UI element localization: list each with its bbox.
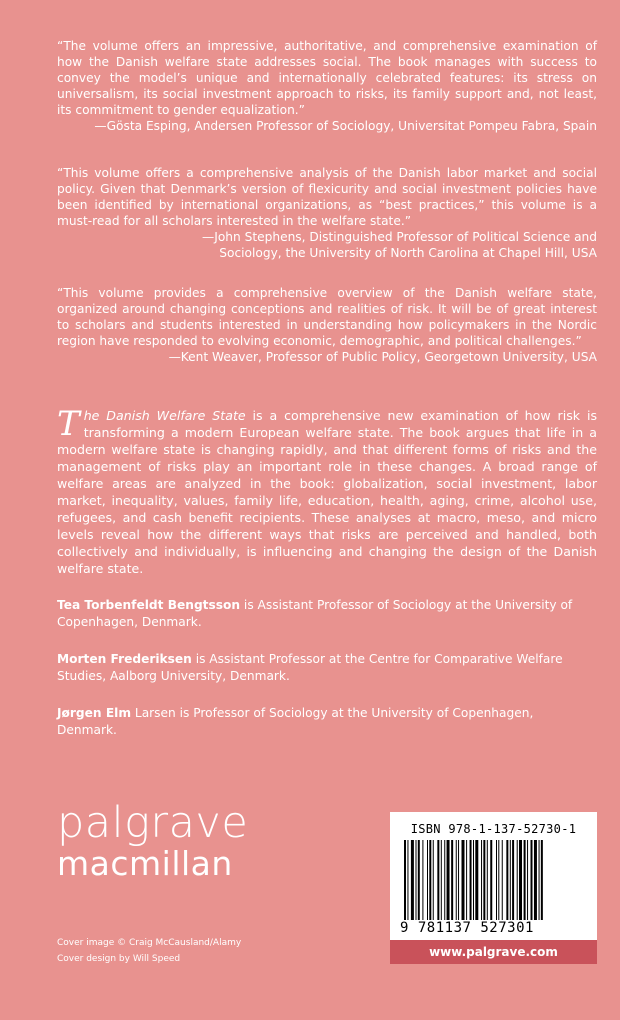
barcode-bar [404,840,406,920]
barcode-bar [462,840,465,920]
barcode-bar [456,840,457,920]
author-bio-text: Larsen is Professor of Sociology at the University of Copenhagen, Denmark. [57,706,534,737]
barcode-bar [470,840,472,920]
book-description [57,404,598,577]
cover-credits [57,935,241,967]
quote-attribution: —Kent Weaver, Professor of Public Policy, Georgetown University, USA [168,350,597,364]
barcode-bar [524,840,526,920]
barcode-bar [418,840,420,920]
barcode-bar [481,840,482,920]
isbn-barcode-box [390,812,597,964]
barcode-bar [422,840,423,920]
barcode-bar [496,840,497,920]
barcode-bar [527,840,528,920]
barcode-bar [539,840,540,920]
book-title: he Danish Welfare State [83,408,246,423]
publisher-logo-line2: macmillan [57,844,233,883]
author-bio [57,705,597,739]
barcode-bar [427,840,428,920]
barcode-bar [416,840,417,920]
barcode-bar [458,840,459,920]
endorsement-quote [57,38,597,134]
author-name: Tea Torbenfeldt Bengtsson [57,598,241,612]
barcode-bar [483,840,485,920]
author-bio [57,651,597,685]
author-name: Jørgen Elm [57,706,132,720]
barcode-bar [517,840,518,920]
quote-text: “This volume offers a comprehensive analysis of the Danish labor market and social policy. Given that Denmark’s version of flexicurity and social investment policies have been identified by international organizations, as “best practices,” this volume is a must-read for all scholars interested in the welfare state.” [57,166,597,228]
barcode-bar [475,840,478,920]
author-bio [57,597,597,631]
endorsement-quote [57,285,597,365]
author-name: Morten Frederiksen [57,652,192,666]
barcode-bar [411,840,414,920]
barcode-bar [498,840,499,920]
barcode-bar [433,840,434,920]
barcode-bar [531,840,533,920]
barcode-bar [512,840,514,920]
barcode-bar [444,840,445,920]
publisher-logo-line1: palgrave [57,798,249,848]
barcode-bar [490,840,492,920]
quote-text: “The volume offers an impressive, authoritative, and comprehensive examination of how the Danish welfare state addresses social. The book manages with success to convey the model’s unique and internationally celebrated features: its stress on universalism, its social investment approach to risks, its family support and, not least, its commitment to gender equalization.” [57,39,597,117]
author-bio-text: is Assistant Professor at the Centre for Comparative Welfare Studies, Aalborg University, Denmark. [57,652,563,683]
publisher-logo [57,800,248,882]
quote-text: “This volume provides a comprehensive overview of the Danish welfare state, organized around changing conceptions and realities of risk. It will be of great interest to scholars and students interested in understanding how policymakers in the Nordic region have responded to evolving economic, demographic, and political challenges.” [57,286,597,348]
cover-image-credit: Cover image © Craig McCausland/Alamy [57,938,242,948]
barcode-bar [534,840,537,920]
quote-attribution: —John Stephens, Distinguished Professor of Political Science and [202,230,597,244]
drop-cap: T [57,404,80,444]
barcode-digits: 9 781137 527301 [400,920,534,936]
barcode-bar [429,840,431,920]
isbn-label: ISBN 978-1-137-52730-1 [410,822,577,836]
barcode-bar [466,840,467,920]
barcode-bar [451,840,453,920]
barcode-bar [541,840,543,920]
barcode-bar [510,840,511,920]
author-bio-text: is Assistant Professor of Sociology at the University of Copenhagen, Denmark. [57,598,573,629]
barcode-bar [437,840,439,920]
barcode-bar [502,840,503,920]
barcode-bar [407,840,408,920]
description-body: is a comprehensive new examination of how risk is transforming a modern European welfare state. The book argues that life in a modern welfare state is changing rapidly, and that different forms of risks and the management of risks play an important role in these changes. A broad range of welfare areas are analyzed in the book: globalization, social investment, labor market, inequality, values, family life, education, health, aging, crime, alcohol use, refugees, and cash benefit recipients. These analyses at macro, meso, and micro levels reveal how the different ways that risks are perceived and handled, both collectively and individually, is influencing and changing the design of the Danish welfare state. [57,408,598,576]
barcode-bar [487,840,488,920]
barcode-bar [473,840,474,920]
cover-design-credit: Cover design by Will Speed [57,954,181,964]
endorsement-quote [57,165,597,261]
barcode-bar [441,840,442,920]
quote-attribution: —Gösta Esping, Andersen Professor of Sociology, Universitat Pompeu Fabra, Spain [94,119,597,133]
barcode-bars [404,840,584,920]
quote-attribution: Sociology, the University of North Carolina at Chapel Hill, USA [219,246,597,260]
barcode-bar [519,840,522,920]
barcode-bar [506,840,508,920]
barcode-bar [447,840,450,920]
publisher-url[interactable]: www.palgrave.com [390,940,597,964]
